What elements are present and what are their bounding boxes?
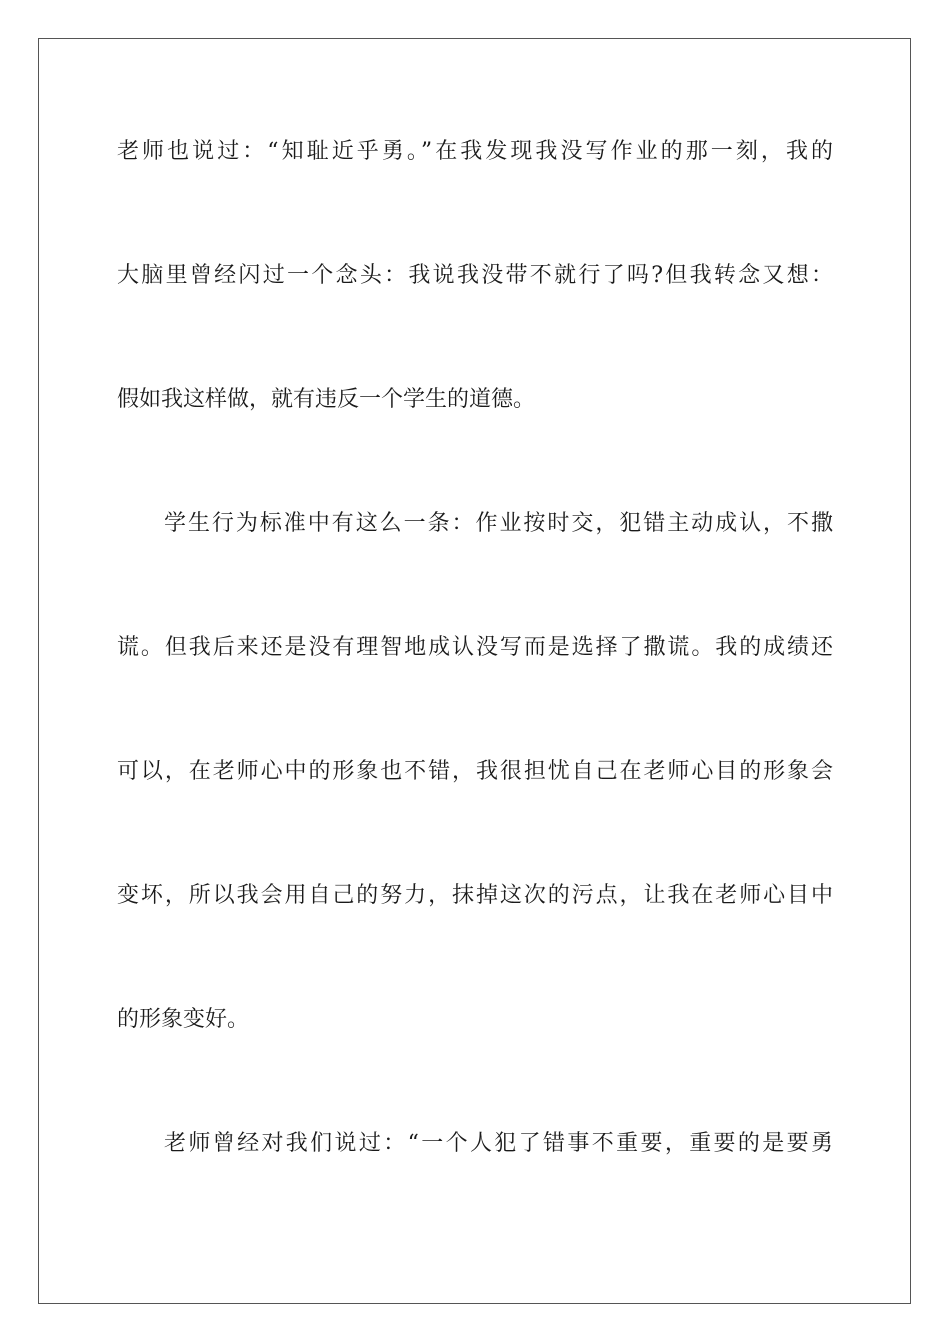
text-line: 变坏，所以我会用自己的努力，抹掉这次的污点，让我在老师心目中 [117, 883, 833, 908]
text-line: 假如我这样做，就有违反一个学生的道德。 [117, 387, 536, 412]
page-border [38, 38, 911, 1304]
text-line: 谎。但我后来还是没有理智地成认没写而是选择了撒谎。我的成绩还 [117, 635, 833, 660]
text-line: 的形象变好。 [117, 1007, 250, 1032]
paragraph-first-line: 老师曾经对我们说过：“一个人犯了错事不重要，重要的是要勇 [164, 1131, 833, 1156]
paragraph-first-line: 学生行为标准中有这么一条：作业按时交，犯错主动成认，不撒 [164, 511, 833, 536]
text-line: 可以，在老师心中的形象也不错，我很担忧自己在老师心目的形象会 [117, 759, 833, 784]
text-line: 大脑里曾经闪过一个念头：我说我没带不就行了吗?但我转念又想： [117, 263, 833, 288]
text-line: 老师也说过：“知耻近乎勇。”在我发现我没写作业的那一刻，我的 [117, 139, 833, 164]
